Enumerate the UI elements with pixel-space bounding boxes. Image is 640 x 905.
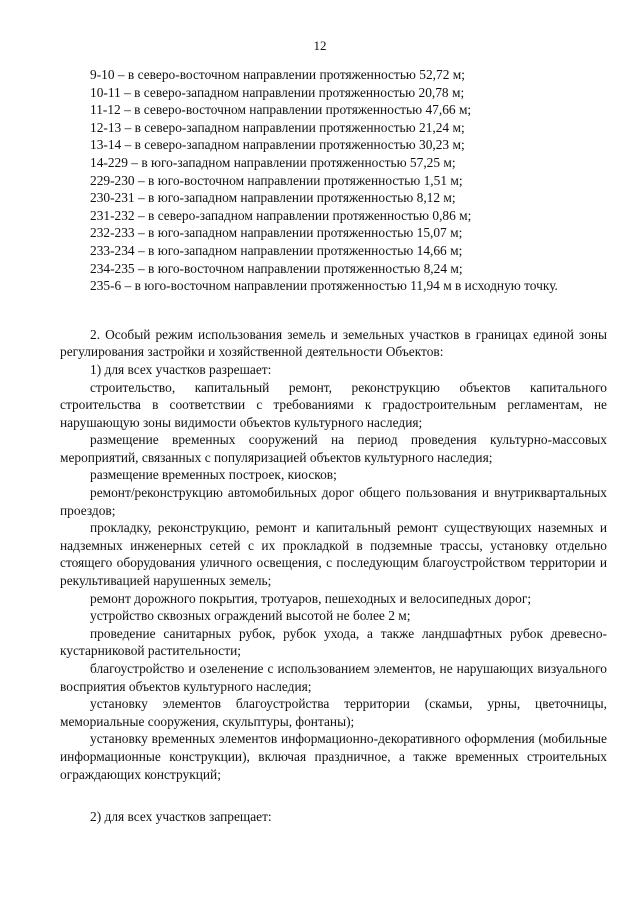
- permitted-item: ремонт дорожного покрытия, тротуаров, пешеходных и велосипедных дорог;: [90, 590, 532, 606]
- permitted-item: устройство сквозных ограждений высотой не более 2 м;: [90, 608, 411, 624]
- permitted-list: [60, 379, 607, 784]
- boundary-segment: 234-235 – в юго-восточном направлении протяженностью 8,24 м;: [90, 260, 463, 276]
- boundary-segment: 231-232 – в северо-западном направлении протяженностью 0,86 м;: [90, 207, 472, 223]
- permitted-item: строительство, капитальный ремонт, реконструкцию объектов капитального строительства в соответствии с требованиями к градостроительным регламентам, не нарушающую зоны видимости объектов культурного наследия;: [60, 379, 607, 430]
- boundary-segment: 9-10 – в северо-восточном направлении протяженностью 52,72 м;: [90, 67, 465, 82]
- permitted-item: установку временных элементов информационно-декоративного оформления (мобильные информационные конструкции), включая праздничное, а также временных строительных ограждающих конструкций;: [60, 731, 607, 782]
- subsection-1-heading: 1) для всех участков разрешает:: [90, 361, 272, 377]
- page-number: 12: [313, 38, 327, 53]
- spacer: [60, 783, 607, 808]
- boundary-segment-list: [60, 66, 607, 295]
- boundary-segment: 12-13 – в северо-западном направлении протяженностью 21,24 м;: [90, 119, 465, 135]
- permitted-item: размещение временных построек, киосков;: [90, 467, 337, 483]
- spacer: [60, 295, 607, 326]
- section-2-heading: 2. Особый режим использования земель и земельных участков в границах единой зоны регулирования застройки и хозяйственной деятельности Объектов:: [60, 326, 607, 360]
- boundary-segment: 230-231 – в юго-западном направлении протяженностью 8,12 м;: [90, 190, 456, 206]
- permitted-item: размещение временных сооружений на период проведения культурно-массовых мероприятий, связанных с популяризацией объектов культурного наследия;: [60, 432, 607, 465]
- permitted-item: проведение санитарных рубок, рубок ухода, а также ландшафтных рубок древесно-кустарниковой растительности;: [60, 625, 607, 659]
- boundary-segment: 14-229 – в юго-западном направлении протяженностью 57,25 м;: [90, 154, 456, 170]
- boundary-segment: 10-11 – в северо-западном направлении протяженностью 20,78 м;: [90, 84, 465, 100]
- boundary-segment: 229-230 – в юго-восточном направлении протяженностью 1,51 м;: [90, 172, 463, 188]
- boundary-segment: 233-234 – в юго-западном направлении протяженностью 14,66 м;: [90, 242, 463, 258]
- permitted-item: ремонт/реконструкцию автомобильных дорог общего пользования и внутриквартальных проездов;: [60, 485, 607, 518]
- permitted-item: благоустройство и озеленение с использованием элементов, не нарушающих визуального восприятия объектов культурного наследия;: [60, 661, 607, 694]
- permitted-item: прокладку, реконструкцию, ремонт и капитальный ремонт существующих наземных и надземных инженерных сетей с их прокладкой в подземные трассы, установку отдельно стоящего оборудования уличного освещения, с последующим благоустройством территории и рекультивацией нарушенных земель;: [60, 520, 607, 589]
- boundary-segment: 13-14 – в северо-западном направлении протяженностью 30,23 м;: [90, 137, 465, 153]
- permitted-item: установку элементов благоустройства территории (скамьи, урны, цветочницы, мемориальные сооружения, скульптуры, фонтаны);: [60, 696, 607, 729]
- subsection-2-heading: 2) для всех участков запрещает:: [90, 809, 272, 825]
- boundary-segment: 232-233 – в юго-западном направлении протяженностью 15,07 м;: [90, 225, 463, 241]
- boundary-segment-last: 235-6 – в юго-восточном направлении протяженностью 11,94 м в исходную точку.: [90, 278, 558, 294]
- document-body: [60, 66, 607, 826]
- boundary-segment: 11-12 – в северо-восточном направлении протяженностью 47,66 м;: [90, 102, 472, 118]
